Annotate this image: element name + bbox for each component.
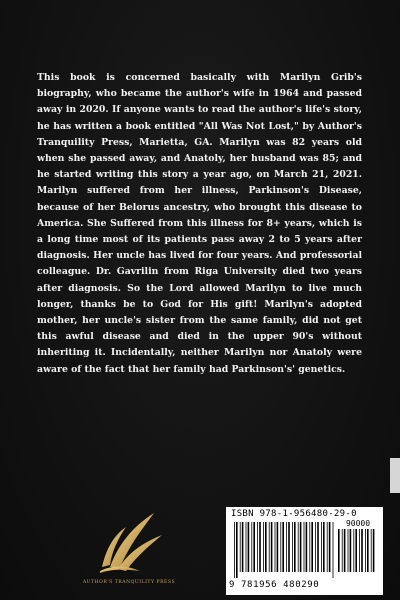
barcode-bar xyxy=(344,529,346,572)
barcode-bar xyxy=(327,522,328,572)
barcode-bar xyxy=(317,522,319,572)
barcode-bar xyxy=(259,522,261,572)
barcode-bar xyxy=(257,522,258,572)
ean-barcode-bars xyxy=(234,522,334,578)
barcode-bar xyxy=(342,529,343,572)
page-edge xyxy=(390,458,400,493)
barcode-bar xyxy=(236,522,238,578)
barcode-bar xyxy=(271,522,273,572)
barcode-bar xyxy=(300,522,302,572)
barcode-bar xyxy=(304,522,305,572)
barcode-bar xyxy=(280,522,281,572)
barcode-bar xyxy=(277,522,279,572)
barcode-bar xyxy=(275,522,276,572)
barcode-bar xyxy=(240,522,241,572)
barcode-bar xyxy=(353,529,354,572)
barcode-bar xyxy=(309,522,310,572)
barcode-bar xyxy=(242,522,244,572)
publisher-logo xyxy=(64,505,194,595)
barcode-bar xyxy=(251,522,252,572)
back-cover-blurb: This book is concerned basically with Marilyn Grib's biography, who became the author's wife in 1964 and passed away in 2020. If anyone wants to read the author's life's story, he has written a book entitled "All Was Not Lost," by Author's Tranquility Press, Marietta, GA. Marilyn was 82 years old when she passed away, and Anatoly, her husband was 85; and he started writing this story a year ago, on March 21, 2021. Marilyn suffered from her illness, Parkinson's Disease, because of her Belorus ancestry, who brought this disease to America. She Suffered from this illness for 8+ years, which is a long time most of its patients pass away 2 to 5 years after diagnosis. Her uncle has lived for four years. And professorial colleague. Dr. Gavrilin from Riga University died two years after diagnosis. So the Lord allowed Marilyn to live much longer, thanks be to God for His gift! Marilyn's adopted mother, her uncle's sister from the same family, did not get this awful disease and died in the upper 90's without inheriting it. Incidentally, neither Marilyn nor Anatoly were aware of the fact that her family had Parkinson's' genetics. xyxy=(37,72,362,375)
barcode-bar xyxy=(365,529,366,572)
barcode-bar xyxy=(253,522,255,572)
publisher-name: AUTHOR'S TRANQUILITY PRESS xyxy=(82,580,176,585)
barcode-bar xyxy=(306,522,308,572)
barcode-bar xyxy=(350,529,352,572)
barcode-bar xyxy=(355,529,357,572)
barcode-bar xyxy=(294,522,296,572)
barcode-bar xyxy=(329,522,331,572)
barcode-bar xyxy=(321,522,322,572)
barcode-bar xyxy=(282,522,284,572)
barcode-bar xyxy=(248,522,250,572)
ean-digits: 9 781956 480290 xyxy=(229,580,320,590)
barcode-bar xyxy=(246,522,247,572)
barcode-bar xyxy=(333,522,334,578)
isbn-label: ISBN 978-1-956480-29-0 xyxy=(231,509,357,519)
barcode-addon-digits: 90000 xyxy=(345,519,371,528)
barcode-bar xyxy=(234,522,235,578)
barcode-bar xyxy=(265,522,267,572)
barcode-bar xyxy=(286,522,287,572)
golden-wings-icon xyxy=(92,505,166,575)
barcode-bar xyxy=(288,522,290,572)
barcode-bar xyxy=(323,522,325,572)
barcode-bar xyxy=(269,522,270,572)
barcode-bar xyxy=(263,522,264,572)
barcode-bar xyxy=(348,529,349,572)
barcode-bar xyxy=(371,529,372,572)
barcode-bar xyxy=(367,529,369,572)
barcode-bar xyxy=(298,522,299,572)
barcode-bar xyxy=(292,522,293,572)
barcode-bar xyxy=(359,529,360,572)
barcode-bar xyxy=(361,529,363,572)
barcode-bar xyxy=(338,529,340,572)
barcode-bar xyxy=(311,522,313,572)
barcode-bar xyxy=(315,522,316,572)
isbn-barcode xyxy=(226,507,383,595)
addon-barcode-bars xyxy=(338,529,376,578)
barcode-bar xyxy=(373,529,375,572)
